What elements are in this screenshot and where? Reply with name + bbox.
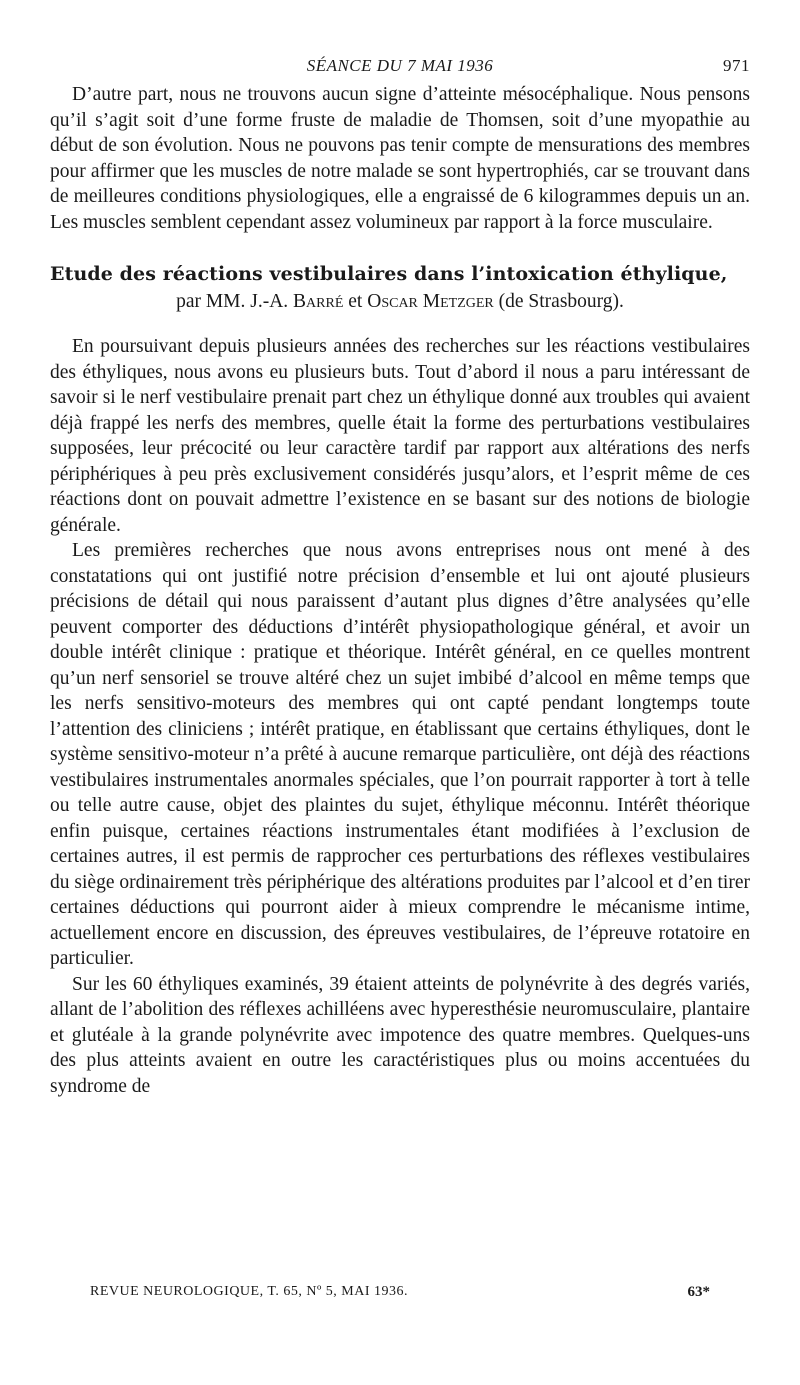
running-head: [50, 56, 750, 82]
author-metzger: Oscar Metzger: [367, 291, 494, 312]
paragraph-body-1: En poursuivant depuis plusieurs années des recherches sur les réactions vestibulaires des éthyliques, nous avons eu plusieurs buts. Tout d’abord il nous a paru intéressant de savoir si le nerf vestibulaire prenait part chez un éthylique donné aux troubles qui avaient déjà frappé les nerfs des membres, quelle était la forme des perturbations vestibulaires supposées, leur précocité ou leur caractère tardif par rapport aux altérations des nerfs périphériques à peu près exclusivement considérés jusqu’alors, et l’esprit même de ces réactions dont on pouvait admettre l’existence en se basant sur des notions de biologie générale.: [50, 336, 750, 536]
paragraph-intro: D’autre part, nous ne trouvons aucun signe d’atteinte mésocéphalique. Nous pensons qu’il s’agit soit d’une forme fruste de maladie de Thomsen, soit d’une myopathie au début de son évolution. Nous ne pouvons pas tenir compte de mensurations des membres pour affirmer que les muscles de notre malade se sont hypertrophiés, car se trouvant dans de meilleures conditions physiologiques, elle a engraissé de 6 kilogrammes depuis un an. Les muscles semblent cependant assez volumineux par rapport à la force musculaire.: [50, 84, 750, 233]
author-barre: J.-A. Barré: [250, 291, 344, 312]
running-title: SÉANCE DU 7 MAI 1936: [306, 56, 494, 75]
signature-mark: 63*: [687, 1284, 710, 1300]
paragraph-body-2: Les premières recherches que nous avons entreprises nous ont mené à des constatations qui ont justifié notre précision d’ensemble et lui ont ajouté plusieurs précisions de détail qui nous paraissent d’autant plus dignes d’être analysées qu’elle peuvent comporter des déductions d’intérêt physiopathologique général, et avoir un double intérêt clinique : pratique et théorique. Intérêt général, en ce quelles montrent qu’un nerf sensoriel se trouve altéré chez un sujet imbibé d’alcool en même temps que les nerfs sensitivo-moteurs des membres qui ont capté pendant longtemps toute l’attention des cliniciens ; intérêt pratique, en établissant que certains éthyliques, dont le système sensitivo-moteur n’a prêté à aucune remarque particulière, ont déjà des réactions vestibulaires instrumentales anormales spéciales, que l’on pourrait rapporter à tort à telle ou telle autre cause, objet des plaintes du sujet, éthylique méconnu. Intérêt théorique enfin puisque, certaines réactions instrumentales étant modifiées à l’exclusion de certaines autres, il est permis de rapprocher ces perturbations des réflexes vestibulaires du siège ordinairement très périphérique des altérations produites par l’alcool et d’en tirer certaines déductions qui pourront aider à mieux comprendre le mécanisme intime, actuellement encore en discussion, des épreuves vestibulaires, de l’épreuve rotatoire en particulier.: [50, 540, 750, 969]
page: [50, 56, 750, 1099]
byline-mid: et: [343, 291, 368, 312]
byline-suffix: (de Strasbourg).: [493, 291, 624, 312]
journal-citation: REVUE NEUROLOGIQUE, T. 65, Nº 5, MAI 1936.: [90, 1284, 409, 1299]
article-byline: [50, 289, 750, 314]
article-title: Etude des réactions vestibulaires dans l’intoxication éthylique,: [50, 263, 728, 285]
byline-prefix: par MM.: [176, 291, 251, 312]
page-number: 971: [723, 56, 750, 75]
paragraph-body-3: Sur les 60 éthyliques examinés, 39 étaient atteints de polynévrite à des degrés variés, allant de l’abolition des réflexes achilléens avec hyperesthésie neuromusculaire, plantaire et glutéale à la grande polynévrite avec impotence des quatre membres. Quelques-uns des plus atteints avaient en outre les caractéristiques plus ou moins accentuées du syndrome de: [50, 973, 750, 1097]
